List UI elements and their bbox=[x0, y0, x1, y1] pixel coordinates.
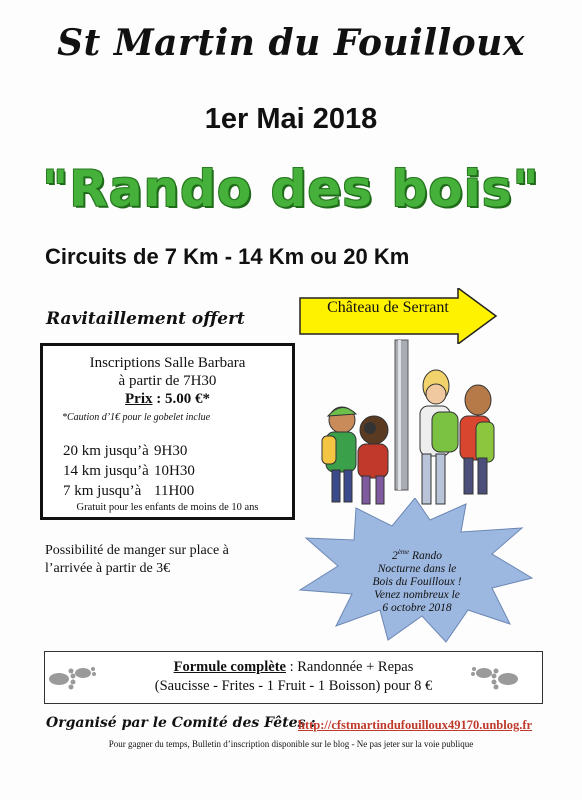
nocturne-line1 bbox=[352, 546, 482, 563]
schedule-km: 14 km jusqu’à bbox=[63, 463, 149, 479]
schedule-km: 7 km jusqu’à bbox=[63, 483, 142, 499]
schedule-time: 11H00 bbox=[154, 483, 195, 499]
food-info bbox=[45, 542, 275, 578]
nocturne-sup: ème bbox=[397, 548, 410, 556]
footprints-icon bbox=[470, 661, 522, 693]
formule-line2: (Saucisse - Frites - 1 Fruit - 1 Boisson) pour 8 € bbox=[154, 678, 433, 694]
nocturne-num: 2 bbox=[392, 549, 398, 562]
event-date: 1er Mai 2018 bbox=[204, 103, 378, 135]
schedule-row bbox=[63, 443, 187, 460]
price-line bbox=[43, 391, 292, 408]
price-value: : 5.00 €* bbox=[152, 391, 210, 407]
circuits-text: Circuits de 7 Km - 14 Km ou 20 Km bbox=[45, 244, 410, 269]
nocturne-line4: Venez nombreux le bbox=[374, 588, 460, 601]
nocturne-rando: Rando bbox=[409, 549, 442, 562]
formule-label: Formule complète bbox=[173, 659, 286, 675]
town-title: St Martin du Fouilloux bbox=[57, 22, 525, 64]
formule-line1 bbox=[45, 659, 542, 676]
schedule-time: 10H30 bbox=[154, 463, 195, 479]
caution-note: *Caution d’1€ pour le gobelet inclue bbox=[62, 412, 211, 423]
organiser-text: Organisé par le Comité des Fêtes : bbox=[46, 715, 316, 731]
footer-note: Pour gagner du temps, Bulletin d’inscription disponible sur le blog - Ne pas jeter sur la voie publique bbox=[108, 739, 474, 749]
inscriptions-line1: Inscriptions Salle Barbara bbox=[89, 355, 246, 371]
formule-box bbox=[44, 651, 543, 704]
hikers-illustration bbox=[318, 330, 498, 520]
schedule-row bbox=[63, 463, 195, 480]
footprints-icon bbox=[45, 661, 97, 693]
free-children-note: Gratuit pour les enfants de moins de 10 ans bbox=[76, 502, 259, 513]
food-info-line2: l’arrivée à partir de 3€ bbox=[45, 561, 171, 576]
nocturne-line2: Nocturne dans le bbox=[377, 562, 457, 575]
schedule-row bbox=[63, 483, 194, 500]
food-info-line1: Possibilité de manger sur place à bbox=[45, 543, 229, 558]
inscriptions-line2: à partir de 7H30 bbox=[118, 373, 217, 389]
sign-destination: Château de Serrant bbox=[327, 299, 449, 316]
blog-link[interactable]: http://cfstmartindufouilloux49170.unblog.fr bbox=[298, 718, 533, 732]
formule-rest: : Randonnée + Repas bbox=[285, 659, 414, 675]
nocturne-line5: 6 octobre 2018 bbox=[382, 601, 452, 614]
ravitaillement-text: Ravitaillement offert bbox=[46, 309, 245, 329]
nocturne-text bbox=[352, 546, 482, 615]
event-title: "Rando des bois" bbox=[42, 160, 540, 218]
nocturne-line3: Bois du Fouilloux ! bbox=[372, 575, 462, 588]
schedule-time: 9H30 bbox=[154, 443, 188, 459]
inscriptions-box bbox=[40, 343, 295, 520]
price-label: Prix bbox=[125, 391, 153, 407]
schedule-km: 20 km jusqu’à bbox=[63, 443, 149, 459]
